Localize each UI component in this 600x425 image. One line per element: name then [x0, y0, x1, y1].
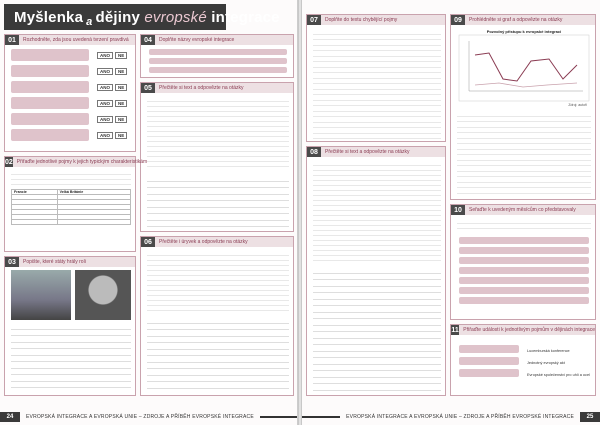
footer-text: EVROPSKÁ INTEGRACE A EVROPSKÁ UNIE – ZDROJE A PŘÍBĚH EVROPSKÉ INTEGRACE: [26, 414, 254, 420]
match-options: [527, 345, 590, 381]
left-page: [0, 0, 298, 425]
answer-pill: [149, 67, 287, 73]
event-pill[interactable]: [459, 237, 589, 244]
right-footer: [302, 412, 600, 422]
match-pill[interactable]: [459, 357, 519, 365]
footer-text: EVROPSKÁ INTEGRACE A EVROPSKÁ UNIE – ZDROJE A PŘÍBĚH EVROPSKÉ INTEGRACE: [346, 414, 574, 420]
chart-caption: Zdroj: autoři: [568, 103, 587, 107]
answer-pill: [149, 49, 287, 55]
exercise-11: 11 Přiřaďte události k jednotlivým pojmům v dějinách integrace Lucemburská konference Jednotný evropský akt Evropské společenství pro uhlí a ocel: [450, 324, 596, 396]
table-header: Velká Británie: [57, 190, 130, 195]
table-header: Francie: [12, 190, 58, 195]
answer-lines[interactable]: [147, 175, 289, 227]
ano-ne-choice[interactable]: ANO NE: [97, 116, 129, 123]
ano-ne-choice[interactable]: ANO NE: [97, 84, 129, 91]
page-number: 25: [580, 412, 600, 422]
match-option[interactable]: Evropské společenství pro uhlí a ocel: [527, 373, 590, 377]
statue-photo: [11, 270, 71, 320]
ano-ne-choice[interactable]: ANO NE: [97, 100, 129, 107]
exercise-10: 10 Seřaďte k uvedeným měsícům co představovaly: [450, 204, 596, 320]
exercise-03: 03 Popište, které státy hrály roli: [4, 256, 136, 396]
reading-text: [147, 97, 289, 169]
table-cell[interactable]: [57, 220, 130, 225]
match-pill[interactable]: [459, 345, 519, 353]
ano-ne-choice[interactable]: ANO NE: [97, 68, 129, 75]
event-pill[interactable]: [459, 297, 589, 304]
event-pill[interactable]: [459, 247, 589, 254]
answer-lines[interactable]: [313, 267, 441, 391]
exercise-09: 09 Prohlédněte si graf a odpovězte na otázky Pozvolný přistupu k evropské integraci Zdroj: autoři: [450, 14, 596, 200]
match-option[interactable]: Jednotný evropský akt: [527, 361, 565, 365]
exercise-06: 06 Přečtěte i úryvek a odpovězte na otázky: [140, 236, 294, 396]
ano-ne-choice[interactable]: ANO NE: [97, 132, 129, 139]
event-pill[interactable]: [459, 287, 589, 294]
answer-lines[interactable]: [11, 323, 131, 391]
page-title: Myšlenka $_a$ dějiny evropské integrace: [4, 4, 226, 30]
chart-figure: [459, 35, 589, 101]
exercise-02: 02 Přiřaďte jednotlivé pojmy k jejich typickým charakteristikám Francie Velká Británie: [4, 156, 136, 252]
exercise-01: 01 Rozhodněte, zda jsou uvedená tvrzení pravdivá ANO NE ANO NE ANO NE ANO NE ANO NE ANO NE: [4, 34, 136, 152]
left-footer: [0, 412, 297, 422]
match-option[interactable]: Lucemburská konference: [527, 349, 570, 353]
exercise-05: 05 Přečtěte si text a odpovězte na otázky: [140, 82, 294, 232]
event-pill[interactable]: [459, 277, 589, 284]
statement-pill: [11, 129, 89, 141]
right-page: [302, 0, 600, 425]
reading-text: [313, 161, 441, 261]
statement-pill: [11, 97, 89, 109]
statement-pill: [11, 113, 89, 125]
instruction-text: [11, 170, 131, 186]
answer-lines[interactable]: [147, 317, 289, 391]
exercise-07: 07 Doplňte do textu chybějící pojmy: [306, 14, 446, 142]
answer-pill: [149, 58, 287, 64]
statement-pill: [11, 65, 89, 77]
instruction-text: [457, 219, 591, 233]
reading-text: [147, 251, 289, 311]
statement-pill: [11, 49, 89, 61]
event-pill[interactable]: [459, 267, 589, 274]
ano-ne-choice[interactable]: ANO NE: [97, 52, 129, 59]
page-number: 24: [0, 412, 20, 422]
statement-pill: [11, 81, 89, 93]
match-pill[interactable]: [459, 369, 519, 377]
answer-lines[interactable]: [457, 111, 591, 197]
comparison-table: [11, 189, 131, 225]
table-cell[interactable]: [12, 220, 58, 225]
chart-title: Pozvolný přistupu k evropské integraci: [486, 29, 562, 34]
portrait-photo: [75, 270, 131, 320]
cloze-text[interactable]: [313, 29, 441, 139]
exercise-08: 08 Přečtěte si text a odpovězte na otázky: [306, 146, 446, 396]
exercise-04: 04 Doplňte názvy evropské integrace: [140, 34, 294, 78]
event-pill[interactable]: [459, 257, 589, 264]
